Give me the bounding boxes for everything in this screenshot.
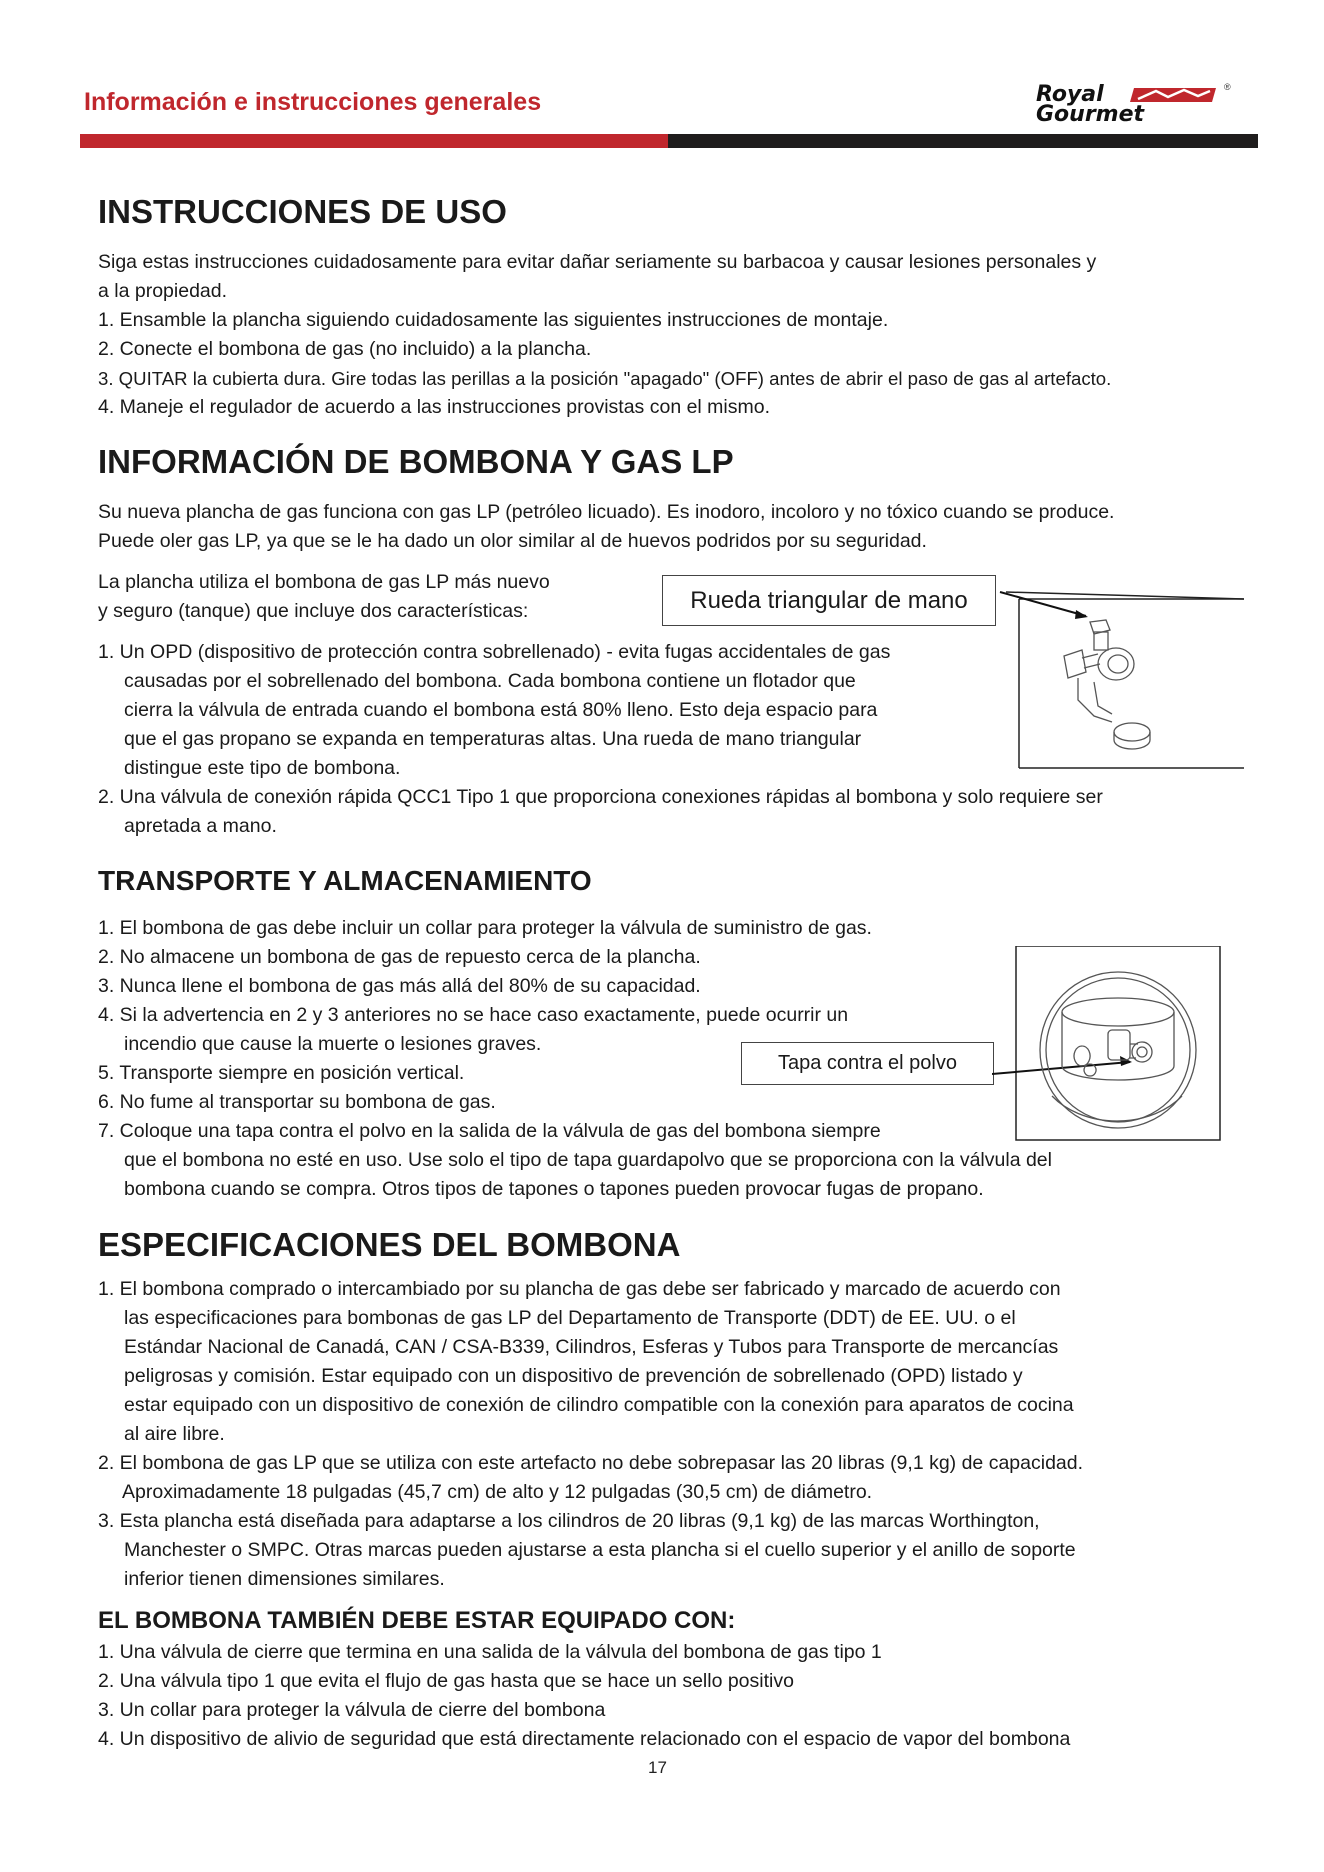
- equipado-item-3: 3. Un collar para proteger la válvula de cierre del bombona: [98, 1699, 606, 1721]
- transporte-line-4: 4. Si la advertencia en 2 y 3 anteriores no se hace caso exactamente, puede ocurrir un: [98, 1004, 849, 1026]
- info-item2-line-2: apretada a mano.: [124, 815, 277, 837]
- transporte-line-5: incendio que cause la muerte o lesiones graves.: [124, 1033, 542, 1055]
- specs-line-1: 1. El bombona comprado o intercambiado por su plancha de gas debe ser fabricado y marcado de acuerdo con: [98, 1278, 1061, 1300]
- section-title-specs: ESPECIFICACIONES DEL BOMBONA: [98, 1226, 681, 1263]
- section-title-transporte: TRANSPORTE Y ALMACENAMIENTO: [98, 865, 592, 896]
- section-title-uso: INSTRUCCIONES DE USO: [98, 193, 507, 230]
- info-item1-line-1: 1. Un OPD (dispositivo de protección contra sobrellenado) - evita fugas accidentales de gas: [98, 641, 891, 663]
- specs-line-3: Estándar Nacional de Canadá, CAN / CSA-B339, Cilindros, Esferas y Tubos para Transporte de mercancías: [124, 1336, 1059, 1358]
- uso-item-2: 2. Conecte el bombona de gas (no incluido) a la plancha.: [98, 338, 592, 360]
- transporte-line-2: 2. No almacene un bombona de gas de repuesto cerca de la plancha.: [98, 946, 701, 968]
- transporte-line-8: 7. Coloque una tapa contra el polvo en la salida de la válvula de gas del bombona siempre: [98, 1120, 881, 1142]
- transporte-line-1: 1. El bombona de gas debe incluir un collar para proteger la válvula de suministro de gas.: [98, 917, 872, 939]
- equipado-item-1: 1. Una válvula de cierre que termina en una salida de la válvula del bombona de gas tipo 1: [98, 1641, 882, 1663]
- specs-line-6: al aire libre.: [124, 1423, 225, 1445]
- page-header-title: Información e instrucciones generales: [84, 88, 542, 116]
- specs-line-10: Manchester o SMPC. Otras marcas pueden ajustarse a esta plancha si el cuello superior y el anillo de soporte: [124, 1539, 1076, 1561]
- transporte-line-10: bombona cuando se compra. Otros tipos de tapones o tapones pueden provocar fugas de propano.: [124, 1178, 984, 1200]
- info-item1-line-2: causadas por el sobrellenado del bombona. Cada bombona contiene un flotador que: [124, 670, 856, 692]
- specs-line-9: 3. Esta plancha está diseñada para adaptarse a los cilindros de 20 libras (9,1 kg) de las marcas Worthington,: [98, 1510, 1040, 1532]
- uso-item-4: 4. Maneje el regulador de acuerdo a las instrucciones provistas con el mismo.: [98, 396, 771, 418]
- specs-line-7: 2. El bombona de gas LP que se utiliza con este artefacto no debe sobrepasar las 20 libras (9,1 kg) de capacidad.: [98, 1452, 1084, 1474]
- uso-intro-line-2: a la propiedad.: [98, 280, 228, 302]
- info-p1-line-1: Su nueva plancha de gas funciona con gas LP (petróleo licuado). Es inodoro, incoloro y no tóxico cuando se produce.: [98, 501, 1115, 523]
- specs-line-5: estar equipado con un dispositivo de conexión de cilindro compatible con la conexión para aparatos de cocina: [124, 1394, 1074, 1416]
- info-item2-line-1: 2. Una válvula de conexión rápida QCC1 Tipo 1 que proporciona conexiones rápidas al bombona y solo requiere ser: [98, 786, 1103, 808]
- logo-line-2: Gourmet: [1036, 102, 1145, 127]
- specs-line-8: Aproximadamente 18 pulgadas (45,7 cm) de alto y 12 pulgadas (30,5 cm) de diámetro.: [122, 1481, 873, 1503]
- page-number: 17: [648, 1758, 667, 1777]
- transporte-line-3: 3. Nunca llene el bombona de gas más allá del 80% de su capacidad.: [98, 975, 701, 997]
- specs-line-4: peligrosas y comisión. Estar equipado con un dispositivo de prevención de sobrellenado (OPD) listado y: [124, 1365, 1023, 1387]
- header-divider-red: [80, 134, 668, 148]
- logo-flag-icon: [1128, 86, 1218, 104]
- valve-handwheel-figure: [994, 590, 1254, 770]
- section-title-info: INFORMACIÓN DE BOMBONA Y GAS LP: [98, 443, 734, 480]
- header-divider-black: [668, 134, 1258, 148]
- callout-rueda-triangular: Rueda triangular de mano: [662, 575, 996, 626]
- uso-intro-line-1: Siga estas instrucciones cuidadosamente para evitar dañar seriamente su barbacoa y causar lesiones personales y: [98, 251, 1097, 273]
- specs-line-11: inferior tienen dimensiones similares.: [124, 1568, 445, 1590]
- info-item1-line-4: que el gas propano se expanda en temperaturas altas. Una rueda de mano triangular: [124, 728, 862, 750]
- equipado-item-2: 2. Una válvula tipo 1 que evita el flujo de gas hasta que se hace un sello positivo: [98, 1670, 794, 1692]
- logo-registered-mark: ®: [1224, 82, 1231, 92]
- logo-line-1: Royal: [1036, 82, 1104, 107]
- uso-item-3: 3. QUITAR la cubierta dura. Gire todas las perillas a la posición "apagado" (OFF) antes de abrir el paso de gas al artefacto.: [98, 368, 1112, 389]
- brand-logo: [1032, 84, 1232, 128]
- section-title-equipado: EL BOMBONA TAMBIÉN DEBE ESTAR EQUIPADO CON:: [98, 1607, 736, 1634]
- info-p2-line-2: y seguro (tanque) que incluye dos características:: [98, 600, 529, 622]
- transporte-line-6: 5. Transporte siempre en posición vertical.: [98, 1062, 465, 1084]
- transporte-line-9: que el bombona no esté en uso. Use solo el tipo de tapa guardapolvo que se proporciona con la válvula del: [124, 1149, 1052, 1171]
- uso-item-1: 1. Ensamble la plancha siguiendo cuidadosamente las siguientes instrucciones de montaje.: [98, 309, 889, 331]
- dust-cap-figure: [992, 946, 1230, 1142]
- specs-line-2: las especificaciones para bombonas de gas LP del Departamento de Transporte (DDT) de EE. UU. o el: [124, 1307, 1016, 1329]
- info-p1-line-2: Puede oler gas LP, ya que se le ha dado un olor similar al de huevos podridos por su seguridad.: [98, 530, 927, 552]
- info-item1-line-3: cierra la válvula de entrada cuando el bombona está 80% lleno. Esto deja espacio para: [124, 699, 878, 721]
- callout-tapa-polvo: Tapa contra el polvo: [741, 1042, 994, 1085]
- info-p2-line-1: La plancha utiliza el bombona de gas LP más nuevo: [98, 571, 550, 593]
- info-item1-line-5: distingue este tipo de bombona.: [124, 757, 401, 779]
- transporte-line-7: 6. No fume al transportar su bombona de gas.: [98, 1091, 496, 1113]
- equipado-item-4: 4. Un dispositivo de alivio de seguridad que está directamente relacionado con el espacio de vapor del bombona: [98, 1728, 1071, 1750]
